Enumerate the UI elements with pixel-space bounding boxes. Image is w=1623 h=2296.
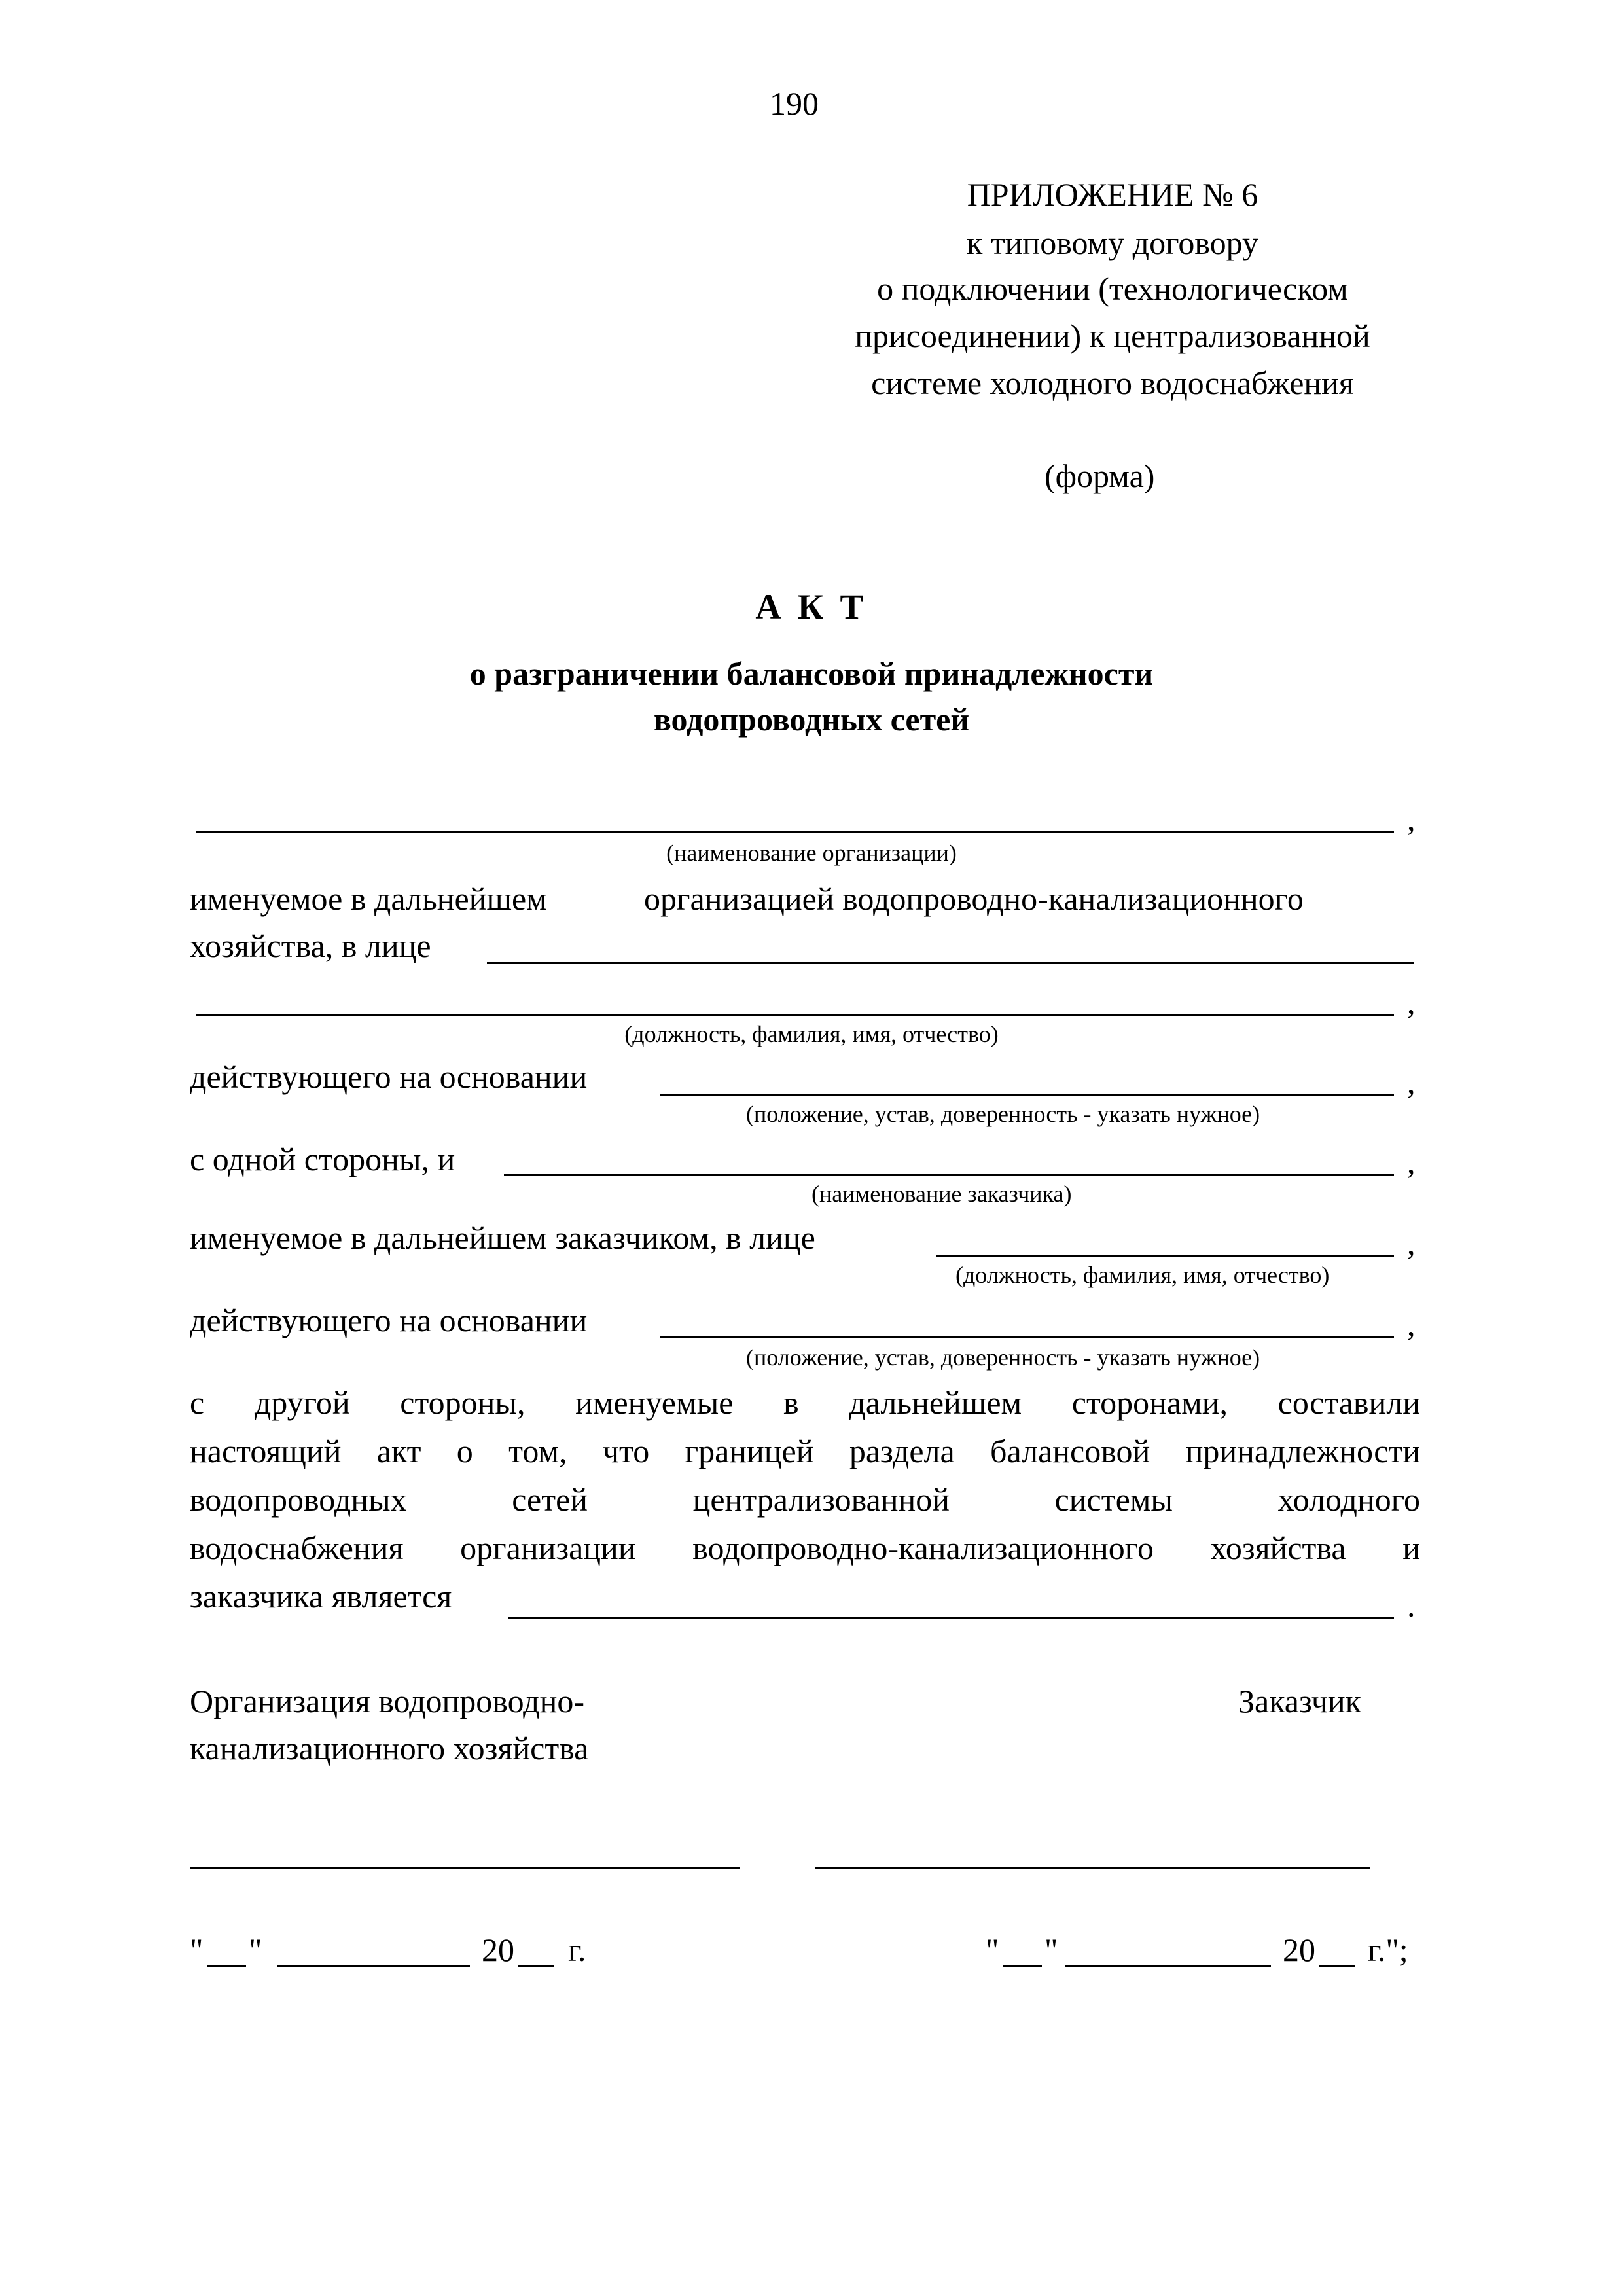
date-left-quote-close: " — [249, 1931, 262, 1968]
date-right-year-line[interactable] — [1319, 1965, 1355, 1967]
form-label: (форма) — [1044, 457, 1155, 494]
paragraph-line-4: водоснабжения организации водопроводно-канализационного хозяйства и — [190, 1530, 1420, 1566]
appendix-line-2: о подключении (технологическом — [877, 270, 1348, 307]
one-side-text: с одной стороны, и — [190, 1141, 455, 1177]
basis-caption-1: (положение, устав, доверенность - указать нужное) — [746, 1101, 1260, 1127]
act-title: А К Т — [755, 587, 868, 626]
paragraph-line-3: водопроводных сетей централизованной системы холодного — [190, 1481, 1420, 1518]
date-right-day-line[interactable] — [1003, 1965, 1042, 1967]
customer-signature-label: Заказчик — [1238, 1683, 1361, 1719]
org-signature-line[interactable] — [190, 1867, 740, 1869]
org-signature-label-1: Организация водопроводно- — [190, 1683, 584, 1719]
boundary-line[interactable] — [508, 1617, 1394, 1619]
appendix-line-1: к типовому договору — [967, 224, 1258, 261]
date-left-year: 20 — [482, 1931, 514, 1968]
act-subtitle-2: водопроводных сетей — [653, 701, 970, 738]
period: . — [1407, 1587, 1416, 1624]
customer-is-text: заказчика является — [190, 1578, 452, 1615]
in-person-org-text: хозяйства, в лице — [190, 927, 431, 964]
appendix-line-3: присоединении) к централизованной — [855, 317, 1370, 354]
org-signature-label-2: канализационного хозяйства — [190, 1730, 589, 1767]
comma: , — [1407, 984, 1416, 1020]
acting-basis-text-1: действующего на основании — [190, 1058, 588, 1095]
org-name-caption: (наименование организации) — [666, 840, 957, 866]
paragraph-line-2: настоящий акт о том, что границей раздела балансовой принадлежности — [190, 1433, 1420, 1469]
appendix-title: ПРИЛОЖЕНИЕ № 6 — [967, 176, 1258, 213]
customer-representative-line[interactable] — [936, 1255, 1394, 1257]
org-representative-line[interactable] — [487, 962, 1414, 964]
comma: , — [1407, 800, 1416, 837]
date-right-quote-close: " — [1044, 1931, 1058, 1968]
date-right-suffix: г."; — [1368, 1931, 1408, 1968]
appendix-line-4: системе холодного водоснабжения — [871, 365, 1354, 401]
page-number: 190 — [770, 85, 819, 122]
basis-line-2[interactable] — [660, 1336, 1394, 1338]
comma: , — [1407, 1143, 1416, 1180]
date-left-day-line[interactable] — [207, 1965, 246, 1967]
named-as-text-2: организацией водопроводно-канализационного — [644, 880, 1304, 917]
comma: , — [1407, 1064, 1416, 1100]
comma: , — [1407, 1225, 1416, 1261]
basis-caption-2: (положение, устав, доверенность - указать нужное) — [746, 1344, 1260, 1371]
customer-signature-line[interactable] — [815, 1867, 1370, 1869]
date-left-suffix: г. — [568, 1931, 586, 1968]
acting-basis-text-2: действующего на основании — [190, 1302, 588, 1338]
customer-caption: (наименование заказчика) — [812, 1181, 1072, 1207]
org-name-line[interactable] — [196, 831, 1394, 833]
comma: , — [1407, 1306, 1416, 1342]
position-caption-2: (должность, фамилия, имя, отчество) — [955, 1262, 1330, 1288]
date-left-quote-open: " — [190, 1931, 204, 1968]
date-right-year: 20 — [1283, 1931, 1315, 1968]
position-caption-1: (должность, фамилия, имя, отчество) — [624, 1021, 999, 1047]
basis-line-1[interactable] — [660, 1094, 1394, 1096]
named-as-text-1: именуемое в дальнейшем — [190, 880, 547, 917]
date-left-month-line[interactable] — [277, 1965, 470, 1967]
paragraph-line-1: с другой стороны, именуемые в дальнейшем сторонами, составили — [190, 1384, 1420, 1421]
date-right-quote-open: " — [986, 1931, 999, 1968]
date-left-year-line[interactable] — [518, 1965, 554, 1967]
date-right-month-line[interactable] — [1065, 1965, 1271, 1967]
customer-name-line[interactable] — [504, 1174, 1394, 1176]
act-subtitle-1: о разграничении балансовой принадлежности — [469, 655, 1154, 692]
named-customer-text: именуемое в дальнейшем заказчиком, в лице — [190, 1219, 815, 1256]
position-line-1[interactable] — [196, 1014, 1394, 1016]
